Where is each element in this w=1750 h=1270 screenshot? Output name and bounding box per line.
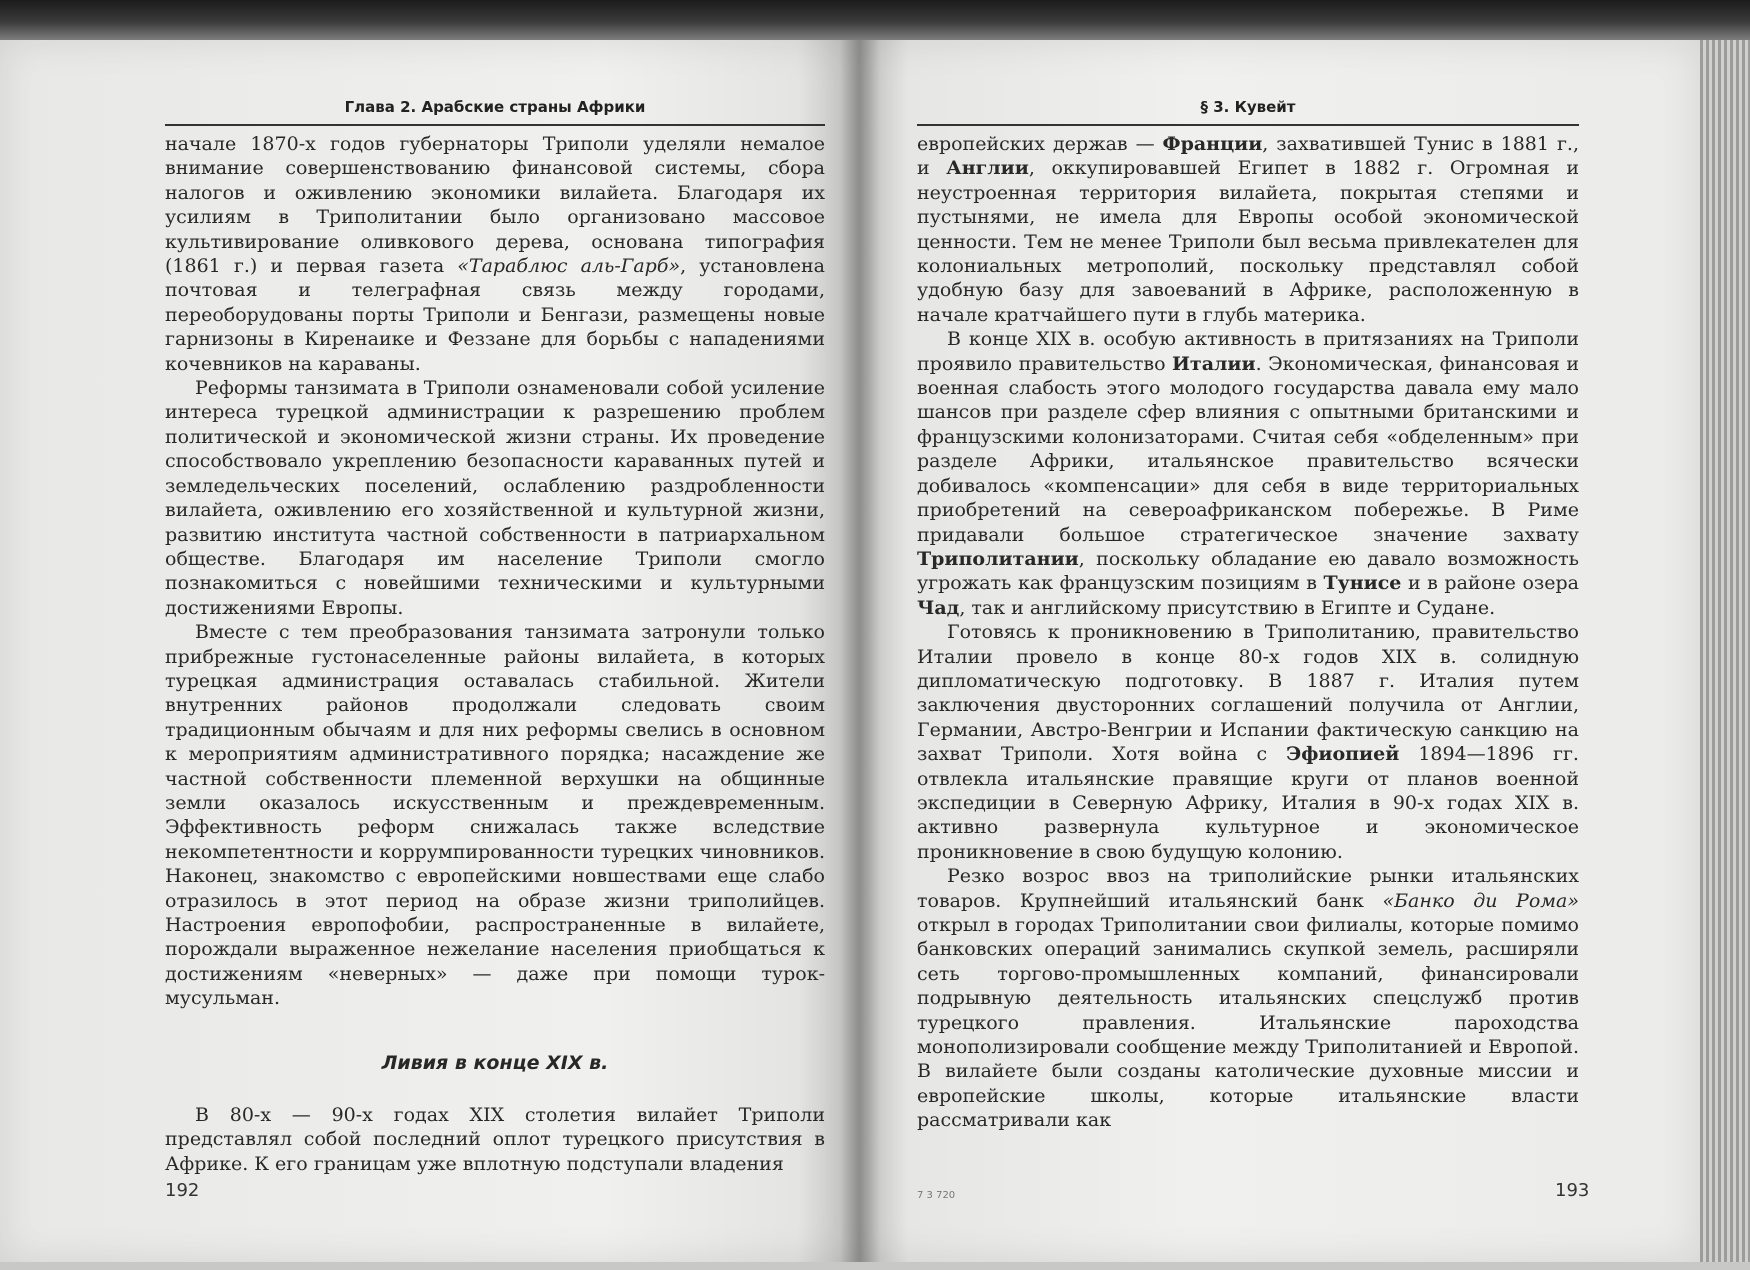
left-head-rule <box>165 124 825 126</box>
right-page-number: 193 <box>1555 1180 1590 1201</box>
right-p1-text-e: , оккупировавшей Египет в 1882 г. Огромная и неустроенная территория вилайета, покрытая степями и пустынями, не имела для Европы особой экономической ценности. Тем не менее Триполи был весьма привлекателен для колониальных метрополий, поскольку представлял собой удобную базу для завоеваний в Африке, расположенную в начале кратчайшего пути в глубь материка. <box>917 157 1580 326</box>
right-paragraph-3 <box>917 620 1579 864</box>
right-p2-bold-tripolitania: Триполитании <box>917 547 1079 570</box>
left-paragraph-1 <box>165 132 825 376</box>
right-p4-text-c: открыл в городах Триполитании свои филиалы, которые помимо банковских операций занимались скупкой земель, расширяли сеть торгово-промышленных компаний, финансировали подрывную деятельность итальянских спецслужб против турецкого правления. Итальянские пароходства монополизировали сообщение между Триполитанией и Европой. В вилайете были созданы католические духовные миссии и европейские школы, которые итальянские власти рассматривали как <box>917 914 1579 1132</box>
right-p3-text-a: Готовясь к проникновению в Триполитанию, правительство Италии провело в конце 80-х годов XIX в. солидную дипломатическую подготовку. В 1887 г. Италия путем заключения двусторонних соглашений получила от Англии, Германии, Австро-Венгрии и Испании фактическую санкцию на захват Триполи. Хотя война с <box>917 621 1579 766</box>
left-paragraph-2: Реформы танзимата в Триполи ознаменовали собой усиление интереса турецкой администрации к разрешению проблем политической и экономической жизни страны. Их проведение способствовало укреплению безопасности караванных путей и земледельческих поселений, ослаблению раздробленности вилайета, оживлению его хозяйственной и культурной жизни, развитию института частной собственности в патриархальном обществе. Благодаря им население Триполи смогло познакомиться с новейшими техническими и культурными достижениями Европы. <box>165 377 825 619</box>
left-running-head: Глава 2. Арабские страны Африки <box>344 98 646 116</box>
right-paragraph-2 <box>917 327 1579 620</box>
section-title: Ливия в конце XIX в. <box>381 1051 609 1074</box>
right-running-head: § 3. Кувейт <box>1200 98 1296 116</box>
right-p3-bold-ethiopia: Эфиопией <box>1286 743 1400 766</box>
right-p1-bold-france: Франции <box>1162 133 1263 155</box>
right-p4-text-a: Резко возрос ввоз на триполийские рынки итальянских товаров. Крупнейший итальянский банк <box>917 865 1579 912</box>
right-text-column <box>917 132 1579 1133</box>
right-p1-text-c: , захватившей Тунис в 1881 г., и <box>917 133 1579 180</box>
right-p4-bank-name: «Банко ди Рома» <box>1382 889 1579 912</box>
right-p2-text-a: В конце XIX в. особую активность в притязаниях на Триполи проявило правительство <box>917 328 1579 375</box>
right-head-rule <box>917 124 1579 126</box>
right-p2-bold-chad: Чад <box>917 596 960 619</box>
book-spine-shadow <box>840 40 880 1262</box>
right-p2-bold-italy: Италии <box>1171 352 1256 375</box>
right-p2-text-g: и в районе озера <box>1401 572 1579 595</box>
scan-bottom-edge <box>0 1262 1750 1270</box>
left-paragraph-4: В 80-х — 90-х годах XIX столетия вилайет Триполи представлял собой последний оплот турецкого присутствия в Африке. К его границам уже вплотную подступали владения <box>165 1104 825 1175</box>
print-code: 7 3 720 <box>917 1190 956 1201</box>
left-paragraph-3: Вместе с тем преобразования танзимата затронули только прибрежные густонаселенные районы вилайета, в которых турецкая администрация оставалась стабильной. Жители внутренних районов продолжали следовать своим традиционным обычаям и для них реформы свелись в основном к мероприятиям административного порядка; насаждение же частной собственности племенной верхушки на общинные земли оказалось искусственным и преждевременным. Эффективность реформ снижалась также вследствие некомпетентности и коррумпированности турецких чиновников. Наконец, знакомство с европейскими новшествами еще слабо отразилось в этот период на образе жизни триполийцев. Настроения европофобии, распространенные в вилайете, порождали выраженное нежелание населения приобщаться к достижениям «неверных» — даже при помощи турок-мусульман. <box>165 621 825 1010</box>
left-text-column <box>165 132 825 1176</box>
left-p1-newspaper-title: «Тараблюс аль-Гарб» <box>457 255 681 278</box>
right-p3-text-c: 1894—1896 гг. отвлекла итальянские правящие круги от планов военной экспедиции в Северную Африку, Италия в 90-х годах XIX в. активно развернула культурное и экономическое проникновение в свою будущую колонию. <box>917 743 1579 863</box>
left-p1-text-c: , установлена почтовая и телеграфная связь между городами, переоборудованы порты Триполи и Бенгази, размещены новые гарнизоны в Киренаике и Феззане для борьбы с нападениями кочевников на караваны. <box>165 255 826 375</box>
page-edges <box>1700 40 1750 1262</box>
right-p2-text-c: . Экономическая, финансовая и военная слабость этого молодого государства давала ему мало шансов при разделе сфер влияния с опытными британскими и французскими колонизаторами. Считая себя «обделенным» при разделе Африки, итальянское правительство всячески добивалось «компенсации» для себя в виде территориальных приобретений на североафриканском побережье. В Риме придавали большое стратегическое значение захвату <box>917 352 1579 546</box>
right-p2-bold-tunisia: Тунисе <box>1323 572 1402 595</box>
right-p1-text-a: европейских держав — <box>917 133 1163 155</box>
right-p2-text-e: , поскольку обладание ею давало возможность угрожать как французским позициям в <box>917 547 1579 595</box>
right-p1-bold-england: Англии <box>946 157 1029 180</box>
right-paragraph-4 <box>917 864 1579 1132</box>
right-paragraph-1 <box>917 132 1579 327</box>
left-page-number: 192 <box>165 1180 200 1201</box>
left-p1-text-a: начале 1870-х годов губернаторы Триполи уделяли немалое внимание совершенствованию финансовой системы, сбора налогов и оживлению экономики вилайета. Благодаря их усилиям в Триполитании было организовано массовое культивирование оливкового дерева, основана типография (1861 г.) и первая газета <box>165 133 825 278</box>
right-p2-text-i: , так и английскому присутствию в Египте и Судане. <box>959 596 1496 619</box>
